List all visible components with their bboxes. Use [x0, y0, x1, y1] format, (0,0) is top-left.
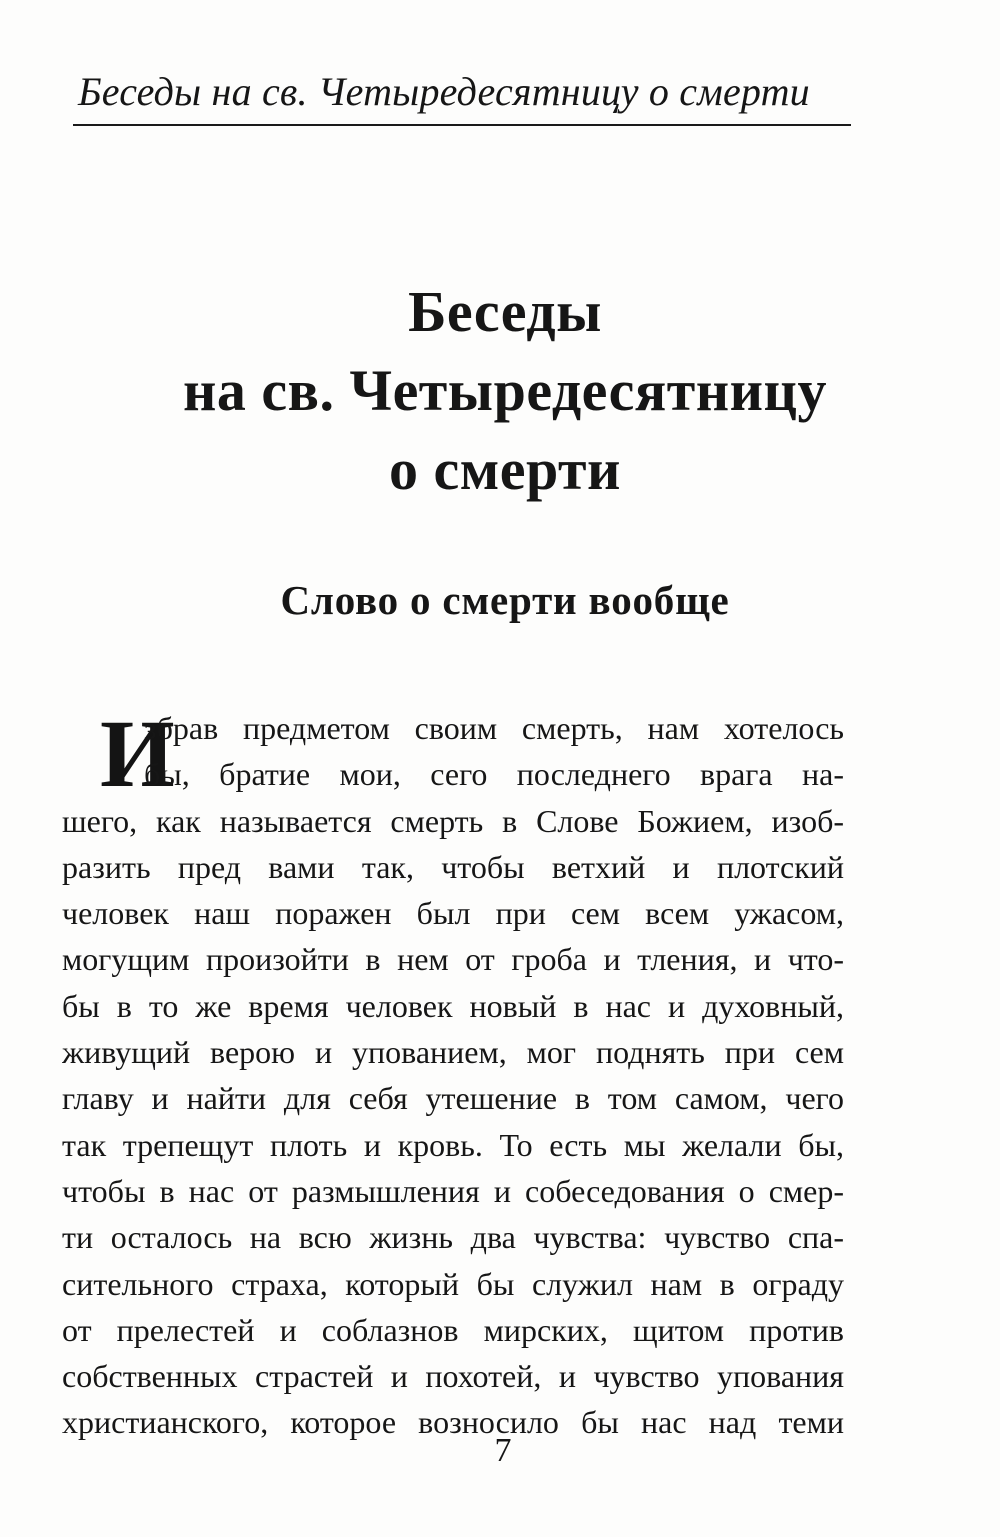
body-line: бы, братие мои, сего последнего врага на- — [144, 756, 844, 793]
body-text — [62, 700, 844, 1446]
body-line: чтобы в нас от размышления и собеседования о смер- — [62, 1172, 844, 1209]
body-line: главу и найти для себя утешение в том самом, чего — [62, 1080, 844, 1117]
body-line: бы в то же время человек новый в нас и духовный, — [62, 987, 844, 1024]
body-line: збрав предметом своим смерть, нам хотелось — [144, 710, 844, 746]
running-header: Беседы на св. Четыредесятницу о смерти — [78, 69, 810, 114]
section-subtitle: Слово о смерти вообще — [280, 577, 730, 623]
body-line: человек наш поражен был при сем всем ужасом, — [62, 895, 844, 932]
drop-cap: И — [100, 700, 175, 807]
body-line: сительного страха, который бы служил нам в ограду — [62, 1265, 844, 1302]
body-line: могущим произойти в нем от гроба и тления, и что- — [62, 941, 844, 978]
chapter-title-line: Беседы — [408, 279, 602, 344]
body-line: так трепещут плоть и кровь. То есть мы желали бы, — [62, 1126, 844, 1163]
body-line: христианского, которое возносило бы нас над теми — [62, 1404, 844, 1441]
body-line: живущий верою и упованием, мог поднять при сем — [62, 1034, 844, 1071]
body-line: разить пред вами так, чтобы ветхий и плотский — [62, 848, 844, 885]
body-line: ти осталось на всю жизнь два чувства: чувство спа- — [62, 1219, 844, 1256]
page-number: 7 — [494, 1432, 512, 1469]
chapter-title — [60, 272, 950, 509]
chapter-title-line: о смерти — [389, 437, 621, 502]
body-line: собственных страстей и похотей, и чувство упования — [62, 1358, 844, 1395]
body-line: от прелестей и соблазнов мирских, щитом против — [62, 1311, 844, 1348]
chapter-title-line: на св. Четыредесятницу — [183, 358, 827, 423]
body-line: шего, как называется смерть в Слове Божием, изоб- — [62, 802, 844, 839]
header-rule — [73, 124, 851, 126]
